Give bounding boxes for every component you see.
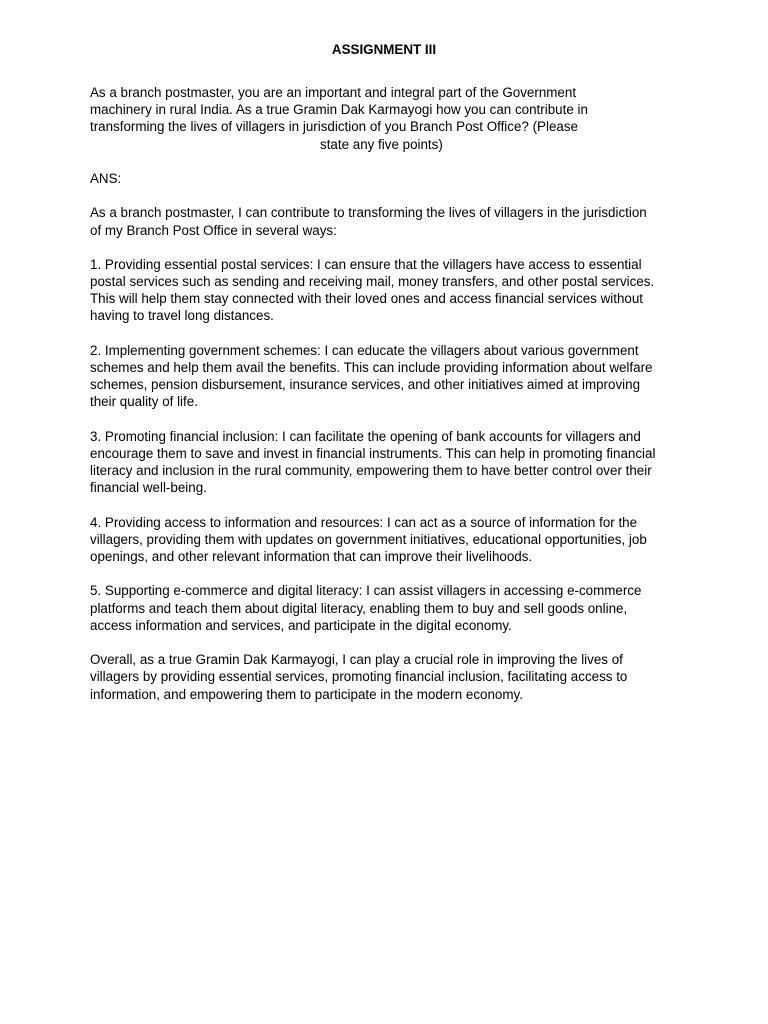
point-line: openings, and other relevant information that can improve their livelihoods. xyxy=(90,549,533,565)
point-line: platforms and teach them about digital literacy, enabling them to buy and sell goods online, xyxy=(90,600,628,616)
point-line: 2. Implementing government schemes: I can educate the villagers about various government xyxy=(90,342,639,358)
conclusion-line: information, and empowering them to participate in the modern economy. xyxy=(90,686,523,702)
conclusion-line: villagers by providing essential services, promoting financial inclusion, facilitating access to xyxy=(90,669,628,685)
question-last-line: state any five points) xyxy=(320,136,443,152)
question-line: transforming the lives of villagers in jurisdiction of you Branch Post Office? (Please xyxy=(90,119,578,135)
answer-label: ANS: xyxy=(90,170,122,186)
point-5-paragraph xyxy=(90,582,690,634)
question-line: As a branch postmaster, you are an important and integral part of the Government xyxy=(90,85,577,100)
point-line: 3. Promoting financial inclusion: I can facilitate the opening of bank accounts for villagers and xyxy=(90,428,641,444)
point-1-paragraph xyxy=(90,256,690,325)
point-2-paragraph xyxy=(90,342,690,411)
point-line: having to travel long distances. xyxy=(90,308,274,324)
question-line: machinery in rural India. As a true Gramin Dak Karmayogi how you can contribute in xyxy=(90,102,588,118)
point-line: access information and services, and participate in the digital economy. xyxy=(90,617,512,633)
point-3-paragraph xyxy=(90,428,690,497)
point-line: 1. Providing essential postal services: I can ensure that the villagers have access to essential xyxy=(90,256,642,272)
point-line: postal services such as sending and receiving mail, money transfers, and other postal services. xyxy=(90,274,655,290)
conclusion-paragraph xyxy=(90,651,690,703)
point-line: schemes, pension disbursement, insurance services, and other initiatives aimed at improving xyxy=(90,377,641,393)
conclusion-line: Overall, as a true Gramin Dak Karmayogi, I can play a crucial role in improving the lives of xyxy=(90,652,623,668)
point-line: This will help them stay connected with their loved ones and access financial services without xyxy=(90,291,644,307)
intro-line: As a branch postmaster, I can contribute to transforming the lives of villagers in the jurisdiction xyxy=(90,205,647,221)
point-line: villagers, providing them with updates on government initiatives, educational opportunities, job xyxy=(90,531,647,547)
intro-line: of my Branch Post Office in several ways: xyxy=(90,222,337,238)
question-paragraph xyxy=(90,84,690,153)
point-line: encourage them to save and invest in financial instruments. This can help in promoting financial xyxy=(90,445,656,461)
point-line: 5. Supporting e-commerce and digital literacy: I can assist villagers in accessing e-commerce xyxy=(90,583,642,599)
point-line: literacy and inclusion in the rural community, empowering them to have better control over their xyxy=(90,463,652,479)
point-line: 4. Providing access to information and resources: I can act as a source of information for the xyxy=(90,514,638,530)
document-body xyxy=(90,84,690,703)
intro-paragraph xyxy=(90,204,690,238)
point-line: their quality of life. xyxy=(90,394,198,410)
point-4-paragraph xyxy=(90,514,690,566)
page-title: ASSIGNMENT III xyxy=(331,42,437,57)
point-line: schemes and help them avail the benefits. This can include providing information about welfare xyxy=(90,360,653,375)
point-line: financial well-being. xyxy=(90,480,207,496)
